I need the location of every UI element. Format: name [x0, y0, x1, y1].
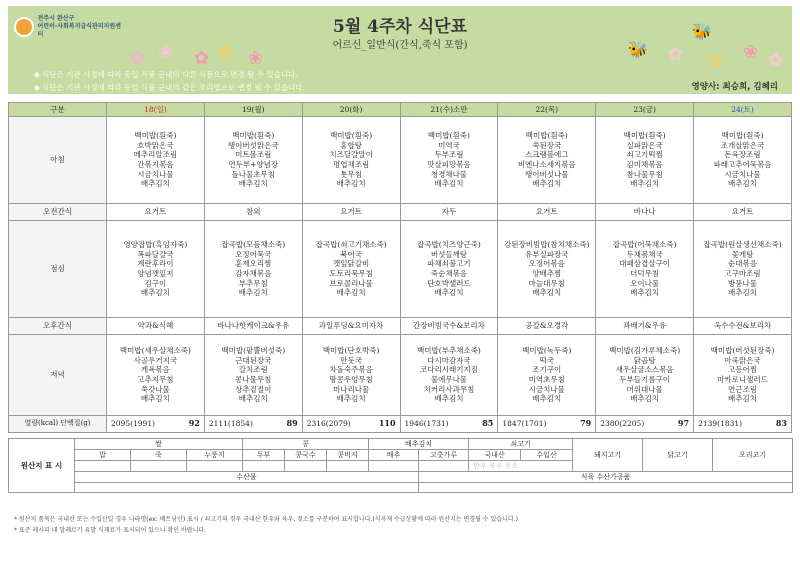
menu-cell	[204, 221, 302, 318]
menu-item: 맛살피망볶음	[427, 160, 471, 169]
day-header: 18(일)	[107, 103, 205, 117]
origin-sub: 두부	[243, 450, 285, 461]
menu-item: 시금치나물	[724, 169, 761, 179]
menu-item: 홍합탕	[340, 140, 362, 150]
menu-cell	[302, 204, 400, 221]
menu-body	[9, 117, 792, 416]
menu-item: 머위대나물	[626, 384, 663, 394]
flower-icon: ✿	[130, 48, 146, 69]
menu-table	[8, 102, 792, 433]
origin-sub: 국내산	[469, 450, 521, 461]
menu-item: 연근조림	[728, 384, 758, 394]
menu-cell	[498, 221, 596, 318]
menu-item: 배추김치	[336, 288, 366, 298]
menu-cell	[596, 318, 694, 335]
flower-icon: ✿	[194, 48, 210, 69]
menu-item: 북어국	[340, 249, 362, 259]
menu-item: 백미밥(흰죽)	[427, 131, 470, 141]
menu-item: 백미밥(녹두죽)	[522, 346, 572, 356]
menu-item: 단호박샐러드	[427, 278, 471, 288]
menu-item: 요거트	[144, 207, 167, 217]
menu-item: 옥수수전&보리차	[713, 321, 772, 331]
menu-cell	[400, 204, 498, 221]
menu-item: 배추김치	[532, 179, 562, 189]
menu-item: 도토리묵무침	[329, 269, 373, 278]
menu-cell	[694, 318, 792, 335]
menu-cell	[498, 204, 596, 221]
menu-item: 땅콩우엉무침	[329, 375, 373, 384]
menu-item: 오징어묵국	[235, 249, 272, 259]
energy-row	[9, 416, 792, 433]
menu-item: 마카로니샐러드	[717, 375, 768, 384]
nutritionist: 영양사: 최승희, 김혜리	[691, 82, 778, 92]
menu-item: 배추김치	[434, 179, 464, 189]
energy-label: 열량(kcal)	[24, 419, 59, 428]
protein-value: 83	[775, 418, 787, 429]
menu-cell	[694, 117, 792, 204]
menu-item: 잡곡밥(원살생선채소죽)	[703, 240, 782, 250]
menu-item: 참나물무침	[626, 169, 663, 179]
menu-cell	[596, 204, 694, 221]
menu-item: 미나리나물	[332, 384, 370, 394]
bee-icon: 🐝	[628, 40, 648, 59]
menu-item: 청경채나물	[430, 169, 468, 179]
menu-item: 잡곡밥(모듬채소죽)	[221, 240, 286, 250]
menu-item: 치커리사과무침	[423, 384, 475, 394]
page-subtitle: 어르신_일반식(간식,죽식 포함)	[332, 40, 468, 51]
menu-cell	[596, 335, 694, 416]
header-banner	[8, 6, 792, 94]
menu-item: 물에무나물	[430, 375, 468, 384]
menu-item: 연두부+양념장	[228, 160, 279, 169]
menu-item: 사골우거지국	[133, 355, 178, 365]
kcal-value: 2095(1991)	[111, 419, 156, 429]
menu-item: 다시마감자국	[427, 355, 471, 365]
menu-item: 배추김치	[728, 288, 758, 298]
menu-item: 간장비빔국수&보리차	[413, 321, 485, 331]
menu-header-row	[9, 103, 792, 117]
menu-item: 미역국	[438, 140, 460, 150]
menu-item: 공갈&오경각	[525, 321, 569, 331]
menu-item: 비엔나소세지볶음	[517, 160, 576, 169]
kcal-value: 2316(2079)	[306, 419, 351, 429]
menu-item: 버섯들깨탕	[430, 249, 468, 259]
origin-seafood: 수산물	[75, 472, 419, 483]
menu-item: 자두	[441, 207, 457, 217]
meal-label: 오전간식	[9, 204, 107, 221]
menu-item: 배추김치	[336, 179, 366, 189]
menu-item: 땡이버섯맑은국	[227, 140, 279, 150]
menu-item: 김구이	[144, 278, 167, 288]
meal-label: 점심	[9, 221, 107, 318]
menu-item: 폭파달걀국	[137, 249, 174, 259]
menu-item: 브로콜리나물	[329, 278, 373, 288]
menu-item: 백미밥(흰죽)	[330, 131, 373, 141]
notice-line-1: ◆ 식단은 기관 사정에 따라 동일 식품 군내의 다른 식품으로 변경 될 수 있습니다.	[34, 70, 298, 79]
menu-item: 백미밥(새우살채소죽)	[119, 346, 191, 356]
origin-pork: 돼지고기	[573, 439, 643, 472]
menu-item: 차돌숙주볶음	[329, 365, 373, 375]
notice-line-2: ◆ 식단은 기관 사정에 따라 동일 식품 군내의 같은 조리법으로 변경 될 수 있습니다.	[34, 83, 305, 92]
protein-value: 79	[580, 418, 592, 429]
logo-line-1: 전주시 완산구	[37, 15, 75, 22]
origin-table	[8, 438, 793, 493]
flower-icon: ❀	[158, 42, 174, 63]
origin-sub: 콩국수	[285, 450, 327, 461]
menu-item: 조기구이	[532, 365, 562, 375]
kcal-value: 2111(1854)	[208, 419, 253, 429]
menu-item: 배추김치	[238, 394, 268, 404]
menu-item: 참외	[246, 207, 261, 217]
menu-item: 코다리시래기지짐	[419, 365, 478, 375]
menu-item: 떡국	[539, 355, 555, 365]
menu-cell	[400, 335, 498, 416]
menu-cell	[400, 318, 498, 335]
page-title: 5월 4주차 식단표	[332, 17, 468, 37]
menu-item: 백미밥(팥뿔버섯죽)	[221, 346, 286, 356]
footnote-1: * 원산지 품목은 국내산 또는 수입산일 경우 나라명(ex: 베트남산) 표시 / 쇠고기의 경우 국내산 한우와 육우, 젖소를 구분하여 표시합니다.(식자재 수급상황에 따라 원산지는 변경될 수 있습니다.)	[14, 516, 518, 523]
menu-item: 배추김치	[434, 394, 464, 404]
menu-cell	[302, 221, 400, 318]
menu-cell	[302, 335, 400, 416]
menu-item: 치즈달걀말이	[329, 150, 373, 160]
kcal-value: 2380(2205)	[600, 419, 645, 429]
menu-item: 고등어찜	[728, 365, 758, 375]
menu-cell	[596, 221, 694, 318]
meal-row	[9, 117, 792, 204]
menu-item: 과일푸딩&요미자차	[318, 321, 384, 331]
menu-item: 시금치나물	[528, 384, 565, 394]
menu-item: 유부실파장국	[525, 249, 569, 259]
origin-beef-hint: 한우 육우 젖소	[469, 461, 573, 472]
origin-duck: 오리고기	[713, 439, 793, 472]
menu-item: 배추김치	[140, 179, 170, 189]
menu-item: 배추김치	[140, 288, 170, 298]
menu-item: 스크램블에그	[525, 150, 569, 160]
menu-item: 김미채볶음	[626, 160, 663, 169]
origin-sub: 누룽지	[187, 450, 243, 461]
origin-sub: 죽	[131, 450, 187, 461]
menu-item: 잡곡밥(치즈양근죽)	[417, 240, 481, 250]
flower-icon: ❀	[248, 48, 264, 69]
protein-label: 단백질(g)	[60, 419, 91, 428]
flower-icon: ✿	[768, 50, 784, 71]
day-header: 19(월)	[204, 103, 302, 117]
menu-item: 배추김치	[630, 288, 660, 298]
origin-sub: 수입산	[521, 450, 573, 461]
menu-item: 실파맑은국	[626, 140, 663, 150]
protein-value: 92	[188, 418, 200, 429]
menu-item: 꽃게탕	[731, 249, 754, 259]
menu-item: 강된장비빔밥(참치채소죽)	[504, 240, 590, 250]
menu-cell	[107, 318, 205, 335]
menu-cell	[204, 335, 302, 416]
menu-item: 고구마조림	[724, 269, 761, 278]
menu-item: 배추김치	[434, 288, 464, 298]
menu-item: 배추김치	[532, 288, 562, 298]
menu-item: 양념깻잎지	[137, 269, 174, 278]
origin-rice: 쌀	[75, 439, 243, 450]
menu-item: 고추지무침	[137, 375, 174, 384]
menu-item: 백미밥(버섯된장죽)	[710, 346, 775, 356]
flower-icon: ✿	[218, 42, 234, 63]
meal-label: 아침	[9, 117, 107, 204]
protein-value: 85	[482, 418, 494, 429]
origin-sub: 고춧가루	[419, 450, 469, 461]
menu-item: 두채볶채국	[626, 249, 663, 259]
menu-cell	[400, 221, 498, 318]
menu-cell	[694, 204, 792, 221]
menu-item: 배추김치	[728, 394, 758, 404]
menu-item: 잡곡밥(어묵채소죽)	[612, 240, 677, 250]
origin-sub: 밥	[75, 450, 131, 461]
menu-item: 만둣국	[340, 355, 362, 365]
flower-icon: ✿	[708, 50, 724, 71]
menu-item: 돈육장조림	[724, 150, 761, 160]
menu-cell	[107, 117, 205, 204]
menu-item: 바나나	[633, 207, 656, 217]
menu-item: 대패삼겹살구이	[619, 259, 670, 269]
menu-item: 돌나물초무침	[231, 169, 275, 179]
origin-beef: 쇠고기	[469, 439, 573, 450]
menu-item: 파래고추어묵볶음	[713, 160, 772, 169]
menu-item: 두부조림	[434, 150, 464, 160]
day-header: 20(화)	[302, 103, 400, 117]
menu-item: 백미밥(흰죽)	[623, 131, 666, 141]
menu-item: 배추김치	[336, 394, 366, 404]
menu-item: 더덕무침	[630, 269, 660, 278]
menu-item: 아욱맑은국	[724, 355, 761, 365]
menu-cell	[498, 335, 596, 416]
menu-cell	[498, 318, 596, 335]
menu-cell	[107, 221, 205, 318]
menu-item: 게욕볶음	[140, 365, 170, 375]
menu-item: 영양잡밥(흑임자죽)	[123, 240, 188, 250]
menu-item: 근대된장국	[235, 355, 272, 365]
protein-value: 110	[378, 418, 396, 429]
meal-row	[9, 204, 792, 221]
menu-item: 시금치나물	[137, 169, 174, 179]
origin-sub: 콩비지	[327, 450, 369, 461]
menu-cell	[498, 117, 596, 204]
menu-item: 배추김치	[630, 179, 660, 189]
menu-item: 요거트	[535, 207, 558, 217]
day-header: 21(수)소만	[400, 103, 498, 117]
menu-item: 갈치조림	[238, 365, 268, 375]
bee-icon: 🐝	[692, 22, 712, 41]
day-header: 23(금)	[596, 103, 694, 117]
menu-item: 계란후라이	[137, 259, 174, 269]
menu-item: 훈제오리찜	[235, 259, 272, 269]
menu-cell	[107, 204, 205, 221]
origin-kimchi: 배추김치	[369, 439, 469, 450]
protein-value: 97	[677, 418, 690, 429]
flower-icon: ❀	[743, 42, 759, 63]
day-header: 22(목)	[498, 103, 596, 117]
menu-item: 배추김치	[238, 288, 268, 298]
origin-label: 원산지 표 시	[9, 439, 75, 493]
menu-item: 죽순채볶음	[430, 269, 468, 278]
menu-item: 오이나물	[630, 278, 660, 288]
menu-cell	[107, 335, 205, 416]
menu-item: 배추김치	[238, 179, 268, 189]
menu-item: 요거트	[731, 207, 754, 217]
menu-item: 바나나핫케이크&우유	[217, 321, 290, 331]
menu-cell	[302, 318, 400, 335]
menu-item: 미트볼조림	[235, 150, 272, 160]
menu-item: 백미밥(흰죽)	[232, 131, 275, 141]
menu-item: 요거트	[340, 207, 362, 217]
menu-cell	[302, 117, 400, 204]
menu-item: 명엽채조림	[332, 160, 370, 169]
kcal-value: 1847(1701)	[502, 419, 547, 429]
menu-item: 부추무침	[238, 278, 268, 288]
menu-item: 조개살맑은국	[720, 140, 765, 150]
origin-sub: 배추	[369, 450, 419, 461]
menu-item: 깻잎닭갈비	[332, 259, 370, 269]
menu-item: 꽈배기&우유	[623, 321, 667, 331]
menu-item: 잡곡밥(쇠고기채소죽)	[315, 240, 387, 250]
menu-item: 백미밥(김가루채소죽)	[609, 346, 681, 356]
menu-item: 닭곰탕	[633, 355, 656, 365]
menu-item: 메추리알조림	[133, 150, 178, 160]
menu-item: 마늘대무침	[528, 278, 565, 288]
menu-item: 미역초무침	[528, 375, 565, 384]
menu-cell	[596, 117, 694, 204]
menu-item: 백미밥(흰죽)	[721, 131, 764, 141]
kcal-value: 2139(1831)	[698, 419, 743, 429]
menu-item: 배추김치	[532, 394, 562, 404]
menu-item: 감자채볶음	[235, 269, 272, 278]
menu-item: 쇠고기떡찜	[626, 150, 663, 160]
menu-cell	[694, 335, 792, 416]
menu-item: 순대볶음	[728, 259, 758, 269]
menu-item: 새우살굴소스볶음	[615, 365, 674, 375]
menu-cell	[400, 117, 498, 204]
menu-item: 간볶지볶음	[137, 160, 174, 169]
menu-item: 방풍나물	[728, 278, 758, 288]
menu-item: 배추김치	[630, 394, 660, 404]
menu-item: 톳무침	[340, 169, 362, 179]
menu-item: 양배추찜	[532, 269, 562, 278]
menu-item: 백미밥(단호박죽)	[322, 346, 380, 356]
menu-item: 약과&식혜	[137, 321, 174, 331]
column-label: 구분	[9, 103, 107, 117]
menu-cell	[204, 318, 302, 335]
menu-item: 백미밥(흰죽)	[134, 131, 177, 141]
menu-cell	[204, 204, 302, 221]
menu-item: 상추겉절이	[235, 384, 272, 394]
menu-item: 백미밥(흰죽)	[525, 131, 568, 141]
day-header: 24(토)	[694, 103, 792, 117]
meal-row	[9, 221, 792, 318]
menu-item: 백미밥(부추채소죽)	[417, 346, 481, 356]
menu-item: 배추김치	[728, 179, 758, 189]
footnote-2: * 표준 레시피 내 알레르기 유발 식재료가 표시되어 있으니 확인 바랍니다.	[14, 527, 207, 534]
meal-label: 오후간식	[9, 318, 107, 335]
meal-row	[9, 335, 792, 416]
menu-item: 배추김치	[140, 394, 170, 404]
menu-cell	[204, 117, 302, 204]
menu-item: 땡이버섯나물	[525, 169, 569, 179]
origin-chicken: 닭고기	[643, 439, 713, 472]
menu-cell	[694, 221, 792, 318]
meal-label: 저녁	[9, 335, 107, 416]
menu-item: 파채쇠불고기	[427, 259, 471, 269]
menu-item: 오징어볶음	[528, 259, 565, 269]
origin-seafood-note: 식육 수산가공품	[419, 472, 793, 483]
menu-item: 쑥된장국	[532, 140, 562, 150]
kcal-value: 1946(1731)	[404, 419, 449, 429]
flower-icon: ✿	[668, 44, 684, 65]
protein-value: 89	[286, 418, 298, 429]
menu-item: 호박맑은국	[137, 140, 174, 150]
origin-bean: 콩	[243, 439, 369, 450]
menu-item: 두부들기름구이	[619, 375, 670, 384]
meal-row	[9, 318, 792, 335]
logo-line-2: 어린이·사회복지급식관리지원센터	[37, 23, 121, 38]
menu-item: 쑥갓나물	[140, 384, 170, 394]
menu-item: 콩나물무침	[235, 375, 272, 384]
